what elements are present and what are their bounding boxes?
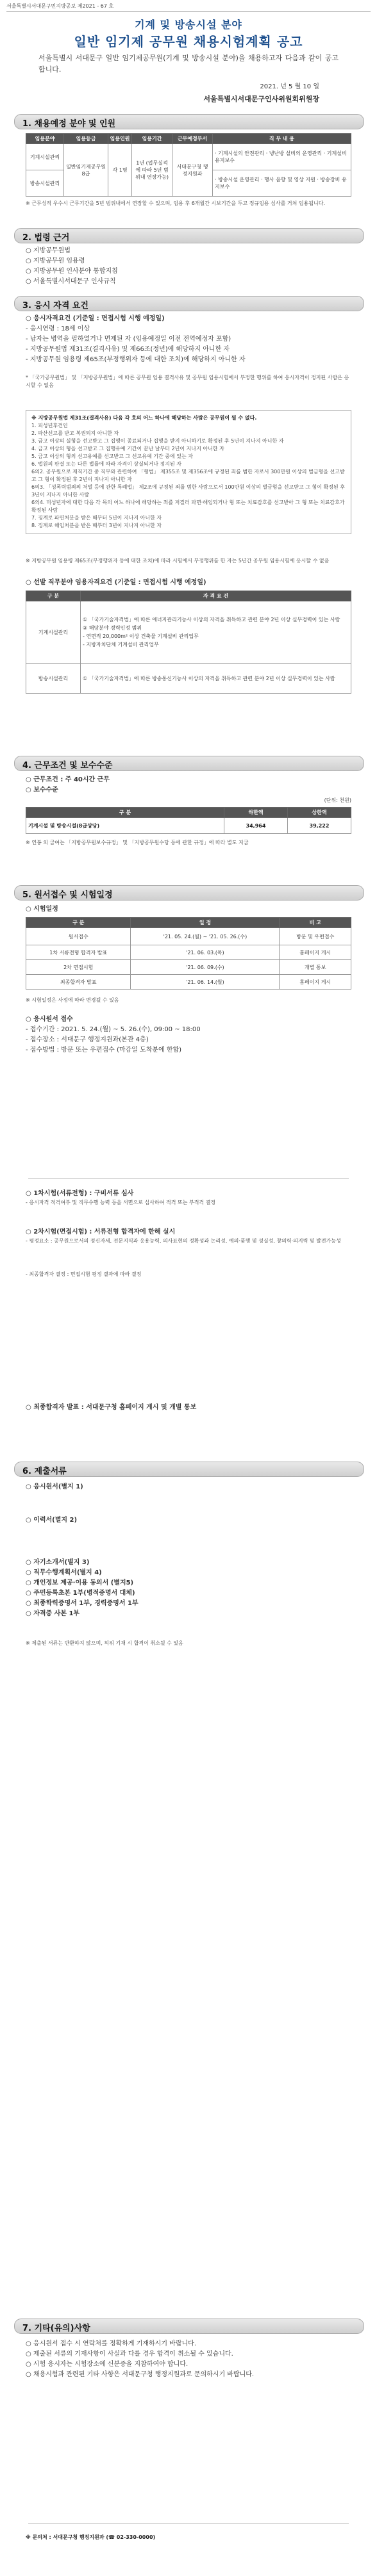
section-header-3 xyxy=(14,296,364,311)
title-big: 일반 임기제 공무원 채용시험계획 공고 xyxy=(74,34,303,49)
list-item: 3. 금고 이상의 실형을 선고받고 그 집행이 종료되거나 집행을 받지 아니하기로 확정된 후 5년이 지나지 아니한 자 xyxy=(31,438,284,444)
section-title: 3. 응시 자격 요건 xyxy=(22,301,88,311)
section-header-6 xyxy=(14,1462,364,1477)
cell: 1차 서류전형 합격자 발표 xyxy=(26,945,131,960)
title-block xyxy=(0,17,377,50)
list-item: 7. 징계로 파면처분을 받은 때부터 5년이 지나지 아니한 자 xyxy=(31,515,162,521)
table-row xyxy=(26,945,351,960)
table-row xyxy=(26,818,351,834)
list-item: ○ 지방공무원 인사분야 통합지침 xyxy=(26,268,118,275)
list-item: 4. 금고 이상의 형을 선고받고 그 집행유예 기간이 끝난 날부터 2년이 지나지 아니한 자 xyxy=(31,446,224,452)
document-screening xyxy=(26,1189,351,1207)
cell: '21. 06. 03.(목) xyxy=(131,945,280,960)
cell: 2차 면접시험 xyxy=(26,960,131,975)
list-item: - 지방공무원 임용령 제65조(부정행위자 등에 대한 조치)에 해당하지 아니한 자 xyxy=(26,356,246,363)
notice-list xyxy=(26,2339,351,2380)
law-list xyxy=(26,246,351,287)
disqualification-box xyxy=(26,410,351,534)
col-header: 하한액 xyxy=(224,808,287,818)
subsection-title: ○ 응시원서 접수 xyxy=(26,1016,73,1023)
interview-info xyxy=(26,1227,351,1278)
cell: · 기계시설의 안전관리 · 냉난방 설비의 운영관리 · 기계설비 유지보수 xyxy=(213,144,351,170)
cell: '21. 06. 14.(월) xyxy=(131,975,280,990)
cell: '21. 06. 09.(수) xyxy=(131,960,280,975)
cell: 원서접수 xyxy=(26,928,131,945)
list-item: - 접수장소 : 서대문구 행정지원과(본관 4층) xyxy=(26,1036,149,1043)
cell: 39,222 xyxy=(287,818,351,834)
salary-table xyxy=(26,807,351,834)
col-header: 자 격 요 건 xyxy=(81,591,351,601)
table-row xyxy=(26,601,351,664)
cell: 34,964 xyxy=(224,818,287,834)
list-item: ○ 채용시험과 관련된 기타 사항은 서대문구청 행정지원과로 문의하시기 바랍니다. xyxy=(26,2371,255,2378)
list-item: 8. 징계로 해임처분을 받은 때부터 3년이 지나지 아니한 자 xyxy=(31,523,162,528)
cell: 홈페이지 게시 xyxy=(280,975,351,990)
table-row xyxy=(26,975,351,990)
organization: 서울특별시서대문구인사위원회위원장 xyxy=(203,95,319,103)
cell: 방송시설관리 xyxy=(26,664,81,694)
salary-title: ○ 보수수준 xyxy=(26,787,58,794)
subsection-title: ○ 시험일정 xyxy=(26,906,58,913)
cell: 기계시설 및 방송시설(8급상당) xyxy=(26,818,224,834)
section-title: 5. 원서접수 및 시험일정 xyxy=(22,890,113,900)
list-item: - 접수방법 : 방문 또는 우편접수 (마감일 도착분에 한함) xyxy=(26,1047,182,1054)
cell: 최종합격자 발표 xyxy=(26,975,131,990)
table-row xyxy=(26,960,351,975)
cell: 각 1명 xyxy=(108,144,132,197)
section-title: 1. 채용예정 분야 및 인원 xyxy=(22,119,116,129)
cell: · 방송시설 운영관리 · 행사 음향 및 영상 지원 · 방송장비 유지보수 xyxy=(213,170,351,197)
list-item: ○ 지방공무원법 xyxy=(26,247,71,254)
cell: 홈페이지 게시 xyxy=(280,945,351,960)
list-item: ※ 지방공무원법 제31조(결격사유) 다음 각 호의 어느 하나에 해당하는 사람은 공무원이 될 수 없다. xyxy=(31,415,257,421)
list-item: - 접수기간 : 2021. 5. 24.(월) ~ 5. 26.(수), 09:00 ~ 18:00 xyxy=(26,1026,201,1033)
table-row xyxy=(26,928,351,945)
list-item: 1. 피성년후견인 xyxy=(31,423,68,428)
document-note: ※ 제출된 서류는 반환하지 않으며, 허위 기재 시 합격이 취소될 수 있음 xyxy=(26,1640,183,1646)
list-item: - 지방공무원법 제31조(결격사유) 및 제66조(정년)에 해당하지 아니한 자 xyxy=(26,346,230,353)
recruit-note: ※ 근무성적 우수시 근무기간을 5년 범위내에서 연장할 수 있으며, 임용 후 6개월간 시보기간을 두고 정규임용 심사를 거쳐 임용됩니다. xyxy=(26,200,326,206)
fraud-note: ※ 지방공무원 임용령 제65조(부정행위자 등에 대한 조치)에 따라 시험에서 부정행위를 한 자는 5년간 공무원 임용시험에 응시할 수 없음 xyxy=(26,558,330,564)
list-item: ○ 지방공무원 임용령 xyxy=(26,257,85,265)
col-header: 근무예정부서 xyxy=(172,134,213,144)
col-header: 임용분야 xyxy=(26,134,64,144)
col-header: 임용기간 xyxy=(132,134,172,144)
gazette-header xyxy=(6,3,113,10)
list-item: 6의2. 공무원으로 재직기간 중 직무와 관련하여 「형법」 제355조 및 제356조에 규정된 죄를 범한 자로서 300만원 이상의 벌금형을 선고받고 그 형이 확정된 후 2년이 지나지 아니한 자 xyxy=(31,469,345,482)
list-item: ○ 서울특별시서대문구 인사규칙 xyxy=(26,278,116,285)
cell: 방문 및 우편접수 xyxy=(280,928,351,945)
col-header: 구 분 xyxy=(26,918,131,928)
col-header: 비 고 xyxy=(280,918,351,928)
list-item: ○ 응시원서 접수 시 연락처를 정확하게 기재하시기 바랍니다. xyxy=(26,2340,196,2347)
qualification-table xyxy=(26,591,351,694)
cell: 1년 (업무실적에 따라 5년 범위내 연장가능) xyxy=(132,144,172,197)
unit-label: (단위: 천원) xyxy=(324,797,351,803)
col-header: 임용등급 xyxy=(64,134,108,144)
section-header-5 xyxy=(14,885,364,901)
subsection-title: ○ 2차시험(면접시험) : 서류전형 합격자에 한해 실시 xyxy=(26,1228,176,1235)
note: * 「국가공무원법」 및 「지방공무원법」에 따른 공무원 임용 결격사유 및 공무원 임용시험에서 부정한 행위를 하여 응시자격이 정지된 사람은 응시할 수 없음 xyxy=(26,375,349,388)
title-small: 기계 및 방송시설 분야 xyxy=(135,19,242,31)
schedule-table xyxy=(26,917,351,990)
list-item: - 남자는 병역을 필하였거나 면제된 자 (임용예정일 이전 전역예정자 포함) xyxy=(26,336,231,343)
list-item: 5. 금고 이상의 형의 선고유예를 선고받고 그 선고유예 기간 중에 있는 자 xyxy=(31,453,193,459)
list-item: 6의4. 미성년자에 대한 다음 각 목의 어느 하나에 해당하는 죄를 저질러 파면·해임되거나 형 또는 치료감호를 선고받아 그 형 또는 치료감호가 확정된 사람 xyxy=(31,500,345,513)
section-title: 7. 기타(유의)사항 xyxy=(22,2324,90,2333)
col-header: 임용인원 xyxy=(108,134,132,144)
list-item: 6의3. 「성폭력범죄의 처벌 등에 관한 특례법」 제2조에 규정된 죄를 범한 사람으로서 100만원 이상의 벌금형을 선고받고 그 형이 확정된 후 3년이 지나지 아니한 사람 xyxy=(31,484,345,498)
cell: 기계시설관리 xyxy=(26,144,64,170)
col-header: 상한액 xyxy=(287,808,351,818)
schedule-note: ※ 시험일정은 사정에 따라 변경될 수 있음 xyxy=(26,997,119,1003)
cell: ① 「국가기술자격법」에 따른 에너지관리기능사 이상의 자격을 취득하고 관련 분야 2년 이상 실무경력이 있는 사람 ② 해당분야 경력인정 범위 - 연면적 20,000m² 이상 건축물 기계설비 관리업무 - 지방자치단체 기계설비 관리업무 xyxy=(81,601,351,664)
table-row xyxy=(26,664,351,694)
list-item: ○ 직무수행계획서(별지 4) xyxy=(26,1569,102,1576)
divider xyxy=(28,2523,349,2524)
list-item: - 최종합격자 결정 : 면접시험 평정 결과에 따라 결정 xyxy=(26,1271,142,1277)
cell: 일반임기제공무원 8급 xyxy=(64,144,108,197)
subsection-title: ○ 응시자격요건 (기준일 : 면접시험 시행 예정일) xyxy=(26,315,165,322)
note: - 응시자격 적격여부 및 직무수행 능력 등을 서면으로 심사하여 적격 또는 부적격 결정 xyxy=(26,1200,216,1205)
intro-text: 서울특별시 서대문구 일반 임기제공무원(기계 및 방송시설 분야)을 채용하고자 다음과 같이 공고합니다. xyxy=(38,54,339,74)
cell: 서대문구청 행정지원과 xyxy=(172,144,213,197)
contact-info: ※ 문의처 : 서대문구청 행정지원과 (☎ 02-330-0000) xyxy=(26,2534,156,2540)
cell: 방송시설관리 xyxy=(26,170,64,197)
section-header-1 xyxy=(14,114,364,129)
list-item: 6. 법원의 판결 또는 다른 법률에 따라 자격이 상실되거나 정지된 자 xyxy=(31,461,181,467)
col-header: 일 정 xyxy=(131,918,280,928)
qualification-general xyxy=(26,314,351,389)
list-item: ○ 주민등록초본 1부(병적증명서 대체) xyxy=(26,1590,135,1597)
list-item: ○ 자기소개서(별지 3) xyxy=(26,1559,90,1566)
section-title: 6. 제출서류 xyxy=(22,1467,67,1476)
section-title: 2. 법령 근거 xyxy=(22,233,70,243)
salary-note: ※ 연봉 외 급여는 「지방공무원보수규정」 및 「지방공무원수당 등에 관한 규정」에 따라 별도 지급 xyxy=(26,840,249,845)
list-item: ○ 개인정보 제공·이용 동의서 (별지5) xyxy=(26,1579,134,1586)
col-header: 직 무 내 용 xyxy=(213,134,351,144)
list-item: 2. 파산선고를 받고 복권되지 아니한 자 xyxy=(31,430,119,436)
work-conditions xyxy=(26,775,351,795)
list-item: ○ 응시원서(별지 1) xyxy=(26,1483,83,1490)
list-item: ○ 시험 응시자는 시험장소에 신분증을 지참하여야 합니다. xyxy=(26,2361,188,2368)
cell: 기계시설관리 xyxy=(26,601,81,664)
section-header-4 xyxy=(14,756,364,771)
list-item: ○ 이력서(별지 2) xyxy=(26,1517,78,1524)
final-announcement: ○ 최종합격자 발표 : 서대문구청 홈페이지 게시 및 개별 통보 xyxy=(26,1404,197,1411)
gazette-suffix: 호 xyxy=(108,3,114,9)
divider xyxy=(28,1178,349,1179)
document-list xyxy=(26,1482,351,1619)
gazette-title: 서울특별시서대문구민지방공보 제2021 - 67 xyxy=(6,3,107,9)
announce-date: 2021. 년 5 월 10 일 xyxy=(260,83,319,90)
subsection-title: ○ 1차시험(서류전형) : 구비서류 심사 xyxy=(26,1190,134,1197)
cell: ① 「국가기술자격법」에 따른 방송통신기능사 이상의 자격을 취득하고 관련 분야 2년 이상 실무경력이 있는 사람 xyxy=(81,664,351,694)
application-info xyxy=(26,1015,351,1056)
col-header: 구 분 xyxy=(26,808,224,818)
table-row xyxy=(26,144,351,170)
list-item: - 평정요소 : 공무원으로서의 정신자세, 전문지식과 응용능력, 의사표현의 정확성과 논리성, 예의·품행 및 성실성, 창의력·의지력 및 발전가능성 xyxy=(26,1238,341,1244)
cell: 개별 통보 xyxy=(280,960,351,975)
list-item: ○ 제출된 서류의 기재사항이 사실과 다를 경우 합격이 취소될 수 있습니다. xyxy=(26,2351,233,2358)
col-header: 구 분 xyxy=(26,591,81,601)
list-item: ○ 최종학력증명서 1부, 경력증명서 1부 xyxy=(26,1600,138,1607)
work-hours: ○ 근무조건 : 주 40시간 근무 xyxy=(26,776,110,783)
subsection-title: ○ 선발 직무분야 임용자격요건 (기준일 : 면접시험 시행 예정일) xyxy=(26,579,206,586)
list-item: - 응시연령 : 18세 이상 xyxy=(26,325,90,332)
section-header-7 xyxy=(14,2319,364,2334)
section-header-2 xyxy=(14,228,364,243)
section-title: 4. 근무조건 및 보수수준 xyxy=(22,761,113,770)
cell: '21. 05. 24.(월) ~ '21. 05. 26.(수) xyxy=(131,928,280,945)
recruit-table xyxy=(26,133,351,197)
list-item: ○ 자격증 사본 1부 xyxy=(26,1610,80,1617)
